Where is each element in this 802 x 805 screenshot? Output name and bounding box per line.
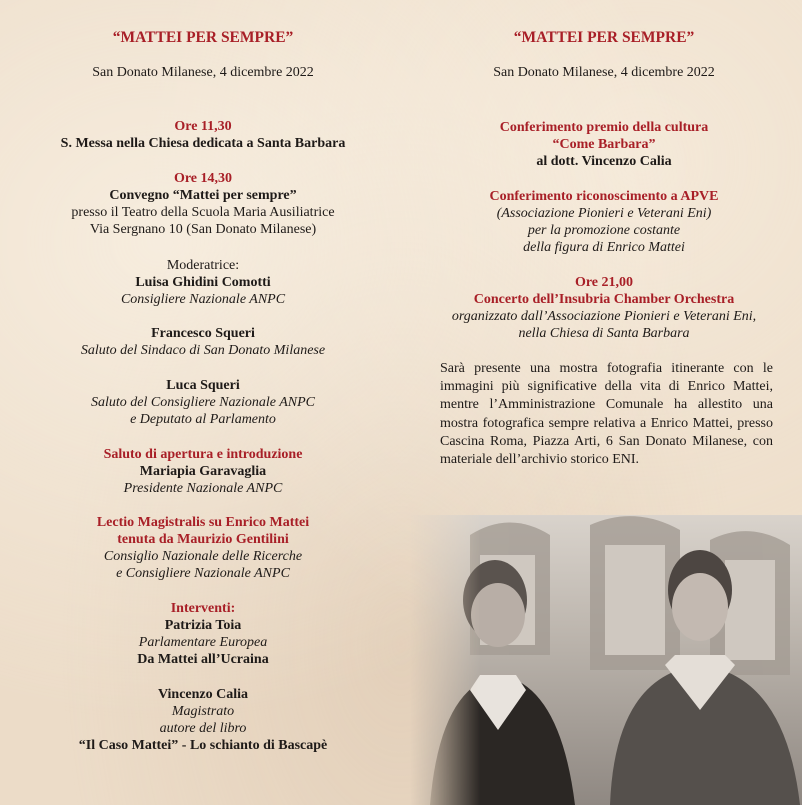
book-title: “Il Caso Mattei” - Lo schianto di Bascapè xyxy=(78,738,328,753)
heading: Interventi: xyxy=(170,601,236,616)
date: San Donato Milanese, 4 dicembre 2022 xyxy=(493,65,715,80)
heading: Concerto dell’Insubria Chamber Orchestra xyxy=(473,292,735,307)
name: Luisa Ghidini Comotti xyxy=(135,275,271,290)
historic-photo xyxy=(410,515,802,805)
time: Ore 11,30 xyxy=(174,119,232,134)
conference-block xyxy=(0,170,406,238)
detail: per la promozione costante xyxy=(527,223,681,238)
role: e Consigliere Nazionale ANPC xyxy=(116,566,290,581)
role: Saluto del Sindaco di San Donato Milanese xyxy=(80,343,326,358)
heading: Conferimento riconoscimento a APVE xyxy=(489,189,719,204)
date: San Donato Milanese, 4 dicembre 2022 xyxy=(92,65,314,80)
title: “MATTEI PER SEMPRE” xyxy=(513,29,695,46)
recognition-block xyxy=(401,188,802,256)
speaker-block xyxy=(0,325,406,359)
detail: (Associazione Pionieri e Veterani Eni) xyxy=(496,206,712,221)
heading: Saluto di apertura e introduzione xyxy=(103,447,303,462)
time: Ore 14,30 xyxy=(173,171,233,186)
opening-block xyxy=(0,446,406,497)
heading: tenuta da Maurizio Gentilini xyxy=(117,532,289,547)
role: Presidente Nazionale ANPC xyxy=(123,481,283,496)
concert-block xyxy=(401,274,802,342)
speaker-block xyxy=(0,377,406,428)
interventions-block xyxy=(0,600,406,668)
role: autore del libro xyxy=(159,721,247,736)
award-block xyxy=(401,119,802,170)
time: Ore 21,00 xyxy=(574,275,634,290)
name: Mariapia Garavaglia xyxy=(139,464,267,479)
event: S. Messa nella Chiesa dedicata a Santa Barbara xyxy=(60,136,346,151)
detail: della figura di Enrico Mattei xyxy=(523,240,685,255)
address: Via Sergnano 10 (San Donato Milanese) xyxy=(89,222,317,237)
heading: Lectio Magistralis su Enrico Mattei xyxy=(96,515,310,530)
role: e Deputato al Parlamento xyxy=(130,412,276,427)
mass-block xyxy=(0,118,406,152)
detail: nella Chiesa di Santa Barbara xyxy=(518,326,690,341)
speaker-block xyxy=(0,686,406,754)
heading: Conferimento premio della cultura xyxy=(499,120,709,135)
venue: presso il Teatro della Scuola Maria Ausiliatrice xyxy=(71,205,335,220)
heading: “Come Barbara” xyxy=(552,137,656,152)
name: Vincenzo Calia xyxy=(157,687,249,702)
recipient: al dott. Vincenzo Calia xyxy=(536,154,672,169)
talk-title: Da Mattei all’Ucraina xyxy=(137,652,269,667)
name: Francesco Squeri xyxy=(151,326,255,341)
role: Consigliere Nazionale ANPC xyxy=(120,292,286,307)
moderator-block xyxy=(0,257,406,308)
lectio-block xyxy=(0,514,406,582)
title: “MATTEI PER SEMPRE” xyxy=(112,29,294,46)
role: Saluto del Consigliere Nazionale ANPC xyxy=(91,395,315,410)
role: Magistrato xyxy=(171,704,235,719)
role: Consiglio Nazionale delle Ricerche xyxy=(103,549,303,564)
role: Parlamentare Europea xyxy=(138,635,268,650)
label: Moderatrice: xyxy=(166,258,240,273)
name: Luca Squeri xyxy=(166,378,240,393)
event: Convegno “Mattei per sempre” xyxy=(109,188,297,203)
name: Patrizia Toia xyxy=(164,618,242,633)
exhibition-paragraph: Sarà presente una mostra fotografia itinerante con le immagini più significative della vita di Enrico Mattei, mentre l’Amministrazione Comunale ha allestito una mostra fotografica sempre relativa a Enrico Mattei, presso Cascina Roma, Piazza Arti, 6 San Donato Milanese, con materiale dell’archivio storico ENI. xyxy=(440,361,773,468)
detail: organizzato dall’Associazione Pionieri e Veterani Eni, xyxy=(451,309,757,324)
